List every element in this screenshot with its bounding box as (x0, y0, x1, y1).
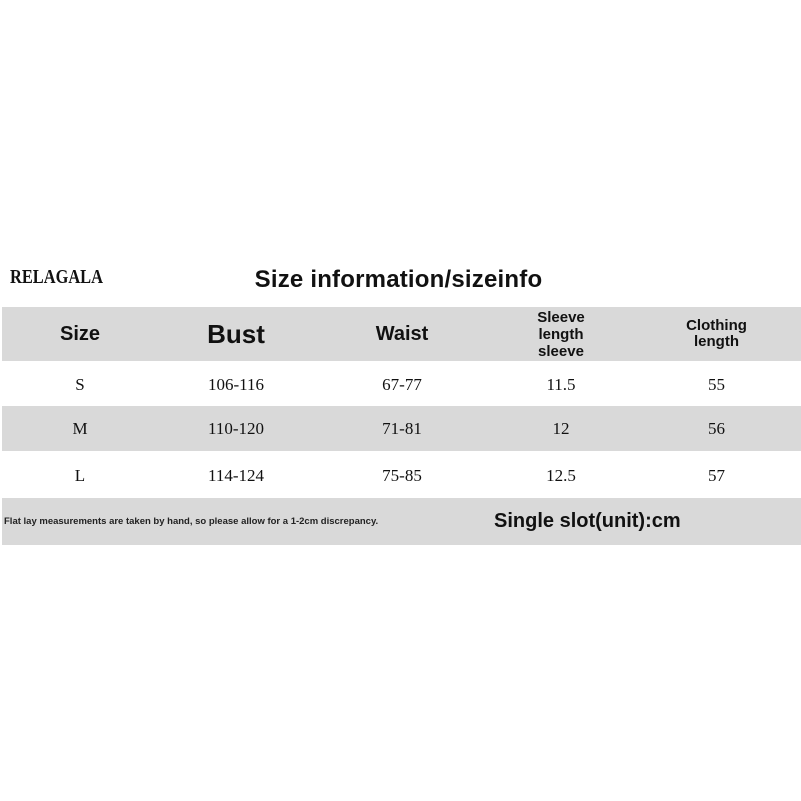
cell-length: 55 (708, 374, 725, 394)
page-title (0, 266, 801, 294)
table-header-row (2, 307, 801, 361)
header-sleeve-line-2: length (538, 325, 584, 343)
unit-label: Single slot(unit):cm (494, 510, 681, 532)
header-length-line-2: length (694, 333, 739, 350)
cell-size: L (74, 465, 86, 485)
header-clothing-length (632, 307, 801, 361)
header-bust: Bust (207, 318, 265, 349)
cell-sleeve: 12.5 (546, 465, 576, 485)
header-size: Size (59, 322, 101, 345)
cell-bust: 106-116 (207, 374, 265, 394)
cell-bust: 114-124 (207, 465, 265, 485)
cell-length: 57 (708, 465, 725, 485)
brand-logo: RELAGALA (10, 266, 103, 288)
cell-sleeve: 12 (552, 418, 570, 438)
table-row (2, 362, 801, 407)
table-footer (2, 498, 801, 545)
cell-size: M (72, 418, 88, 438)
header-waist: Waist (375, 322, 429, 345)
cell-waist: 71-81 (382, 418, 422, 438)
header-sleeve-line-3: sleeve (538, 342, 584, 360)
cell-bust: 110-120 (207, 418, 265, 438)
table-row (2, 406, 801, 451)
cell-sleeve: 11.5 (546, 374, 576, 394)
title-text: Size information/sizeinfo (254, 266, 543, 293)
table-row (2, 453, 801, 498)
header-length-line-1: Clothing (686, 317, 747, 334)
header-sleeve-line-1: Sleeve (537, 308, 585, 326)
cell-size: S (75, 374, 85, 394)
cell-waist: 75-85 (382, 465, 422, 485)
header-sleeve-length (490, 307, 632, 361)
cell-waist: 67-77 (382, 374, 422, 394)
measurement-note: Flat lay measurements are taken by hand, so please allow for a 1-2cm discrepancy. (4, 516, 379, 527)
cell-length: 56 (708, 418, 725, 438)
